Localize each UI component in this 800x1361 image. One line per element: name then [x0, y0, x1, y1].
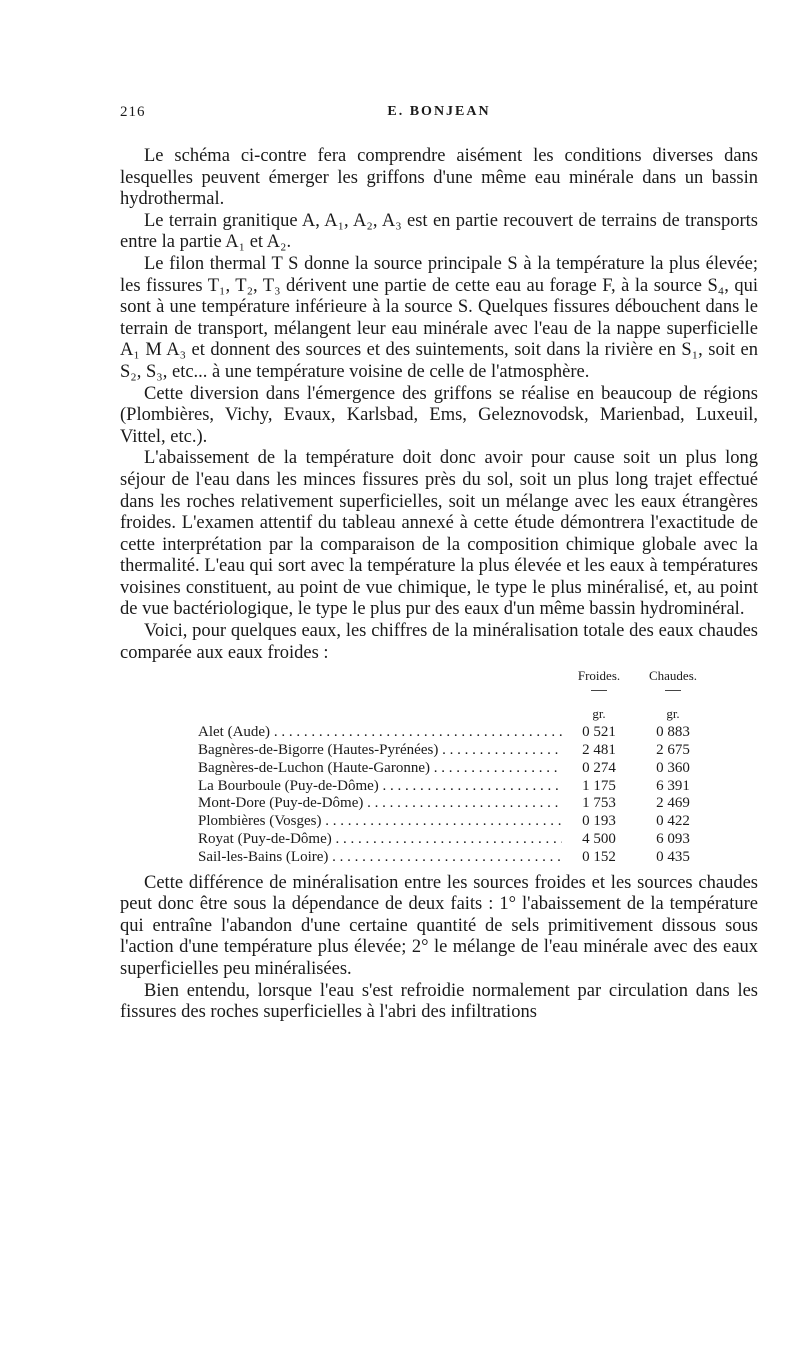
paragraph: Cette différence de minéralisation entre les sources froides et les sources chaudes peut donc être sous la dépendance de deux faits : 1° l'abaissement de la température qui entraîne l'abandon d'une certaine quantité de sels primitivement dissous sous l'action d'une température plus élevée; 2° le mélange de l'eau minérale avec des eaux superficielles peu minéralisées. [120, 872, 758, 979]
value-cold: 0 521 [582, 724, 616, 741]
page-number: 216 [120, 104, 146, 120]
table-row [198, 760, 710, 778]
value-hot: 6 093 [656, 831, 690, 848]
value-cold: 2 481 [582, 742, 616, 759]
running-head-author: E. BONJEAN [387, 104, 491, 119]
value-hot: 0 883 [656, 724, 690, 741]
value-cold: 1 175 [582, 777, 616, 794]
value-hot: 0 422 [656, 813, 690, 830]
spring-name: Bagnères-de-Luchon (Haute-Garonne) . . . [198, 760, 562, 778]
table-header [198, 668, 710, 706]
value-cold: 1 753 [582, 795, 616, 812]
value-cold: 0 274 [582, 759, 616, 776]
column-header-hot: Chaudes. [636, 668, 710, 706]
value-cold: 0 193 [582, 813, 616, 830]
spring-name: Sail-les-Bains (Loire) . . . [198, 849, 562, 867]
table-units [198, 706, 710, 724]
mineralisation-table [198, 668, 710, 866]
paragraph: Le schéma ci-contre fera comprendre aisément les conditions diverses dans lesquelles peuvent émerger les griffons d'une même eau minérale dans un bassin hydrothermal. [120, 146, 758, 210]
paragraph: Cette diversion dans l'émergence des griffons se réalise en beaucoup de régions (Plombières, Vichy, Evaux, Karlsbad, Ems, Geleznovodsk, Marienbad, Luxeuil, Vittel, etc.). [120, 383, 758, 447]
table-row [198, 813, 710, 831]
value-hot: 2 469 [656, 795, 690, 812]
table-row [198, 795, 710, 813]
value-cold: 4 500 [582, 831, 616, 848]
table-rows [198, 724, 710, 866]
spring-name: Bagnères-de-Bigorre (Hautes-Pyrénées) . . . [198, 742, 562, 760]
spring-name: Mont-Dore (Puy-de-Dôme) . . . [198, 795, 562, 813]
value-cold: 0 152 [582, 848, 616, 865]
table-row [198, 778, 710, 796]
spring-name: Plombières (Vosges) . . . [198, 813, 562, 831]
value-hot: 0 360 [656, 759, 690, 776]
value-hot: 6 391 [656, 777, 690, 794]
running-head [120, 104, 758, 128]
value-hot: 0 435 [656, 848, 690, 865]
table-row [198, 742, 710, 760]
paragraph: Le terrain granitique A, A₁, A₂, A₃ est en partie recouvert de terrains de transports entre la partie A₁ et A₂. [120, 210, 758, 253]
paragraph: L'abaissement de la température doit donc avoir pour cause soit un plus long séjour de l'eau dans les minces fissures près du sol, soit un plus long trajet effectué dans les roches relativement superficielles, soit un mélange avec les eaux étrangères froides. L'examen attentif du tableau annexé à cette étude démontrera l'exactitude de cette interprétation par la comparaison de la composition chimique globale avec la thermalité. L'eau qui sort avec la température la plus élevée et les eaux à températures voisines constituent, au point de vue chimique, le type le plus minéralisé, et, au point de vue bactériologique, le type le plus pur des eaux d'un même bassin hydrominéral. [120, 448, 758, 620]
text-body [120, 146, 758, 1024]
spring-name: Royat (Puy-de-Dôme) . . . [198, 831, 562, 849]
paragraph: Voici, pour quelques eaux, les chiffres de la minéralisation totale des eaux chaudes comparée aux eaux froides : [120, 621, 758, 663]
paragraph: Bien entendu, lorsque l'eau s'est refroidie normalement par circulation dans les fissures des roches superficielles à l'abri des infiltrations [120, 980, 758, 1023]
spring-name: La Bourboule (Puy-de-Dôme) . . . [198, 778, 562, 796]
table-row [198, 831, 710, 849]
value-hot: 2 675 [656, 742, 690, 759]
unit-cold: gr. [592, 706, 606, 722]
table-row [198, 849, 710, 867]
table-row [198, 724, 710, 742]
spring-name: Alet (Aude) . . . [198, 724, 562, 742]
unit-hot: gr. [666, 706, 680, 722]
column-header-cold: Froides. [562, 668, 636, 706]
paragraph: Le filon thermal T S donne la source principale S à la température la plus élevée; les fissures T₁, T₂, T₃ dérivent une partie de cette eau au forage F, à la source S₄, qui sont à une température inférieure à la source S. Quelques fissures débouchent dans le terrain de transport, mélangent leur eau minérale avec l'eau de la nappe superficielle A₁ M A₃ et donnent des sources et des suintements, soit dans la rivière en S₁, soit en S₂, S₃, etc... à une température voisine de celle de l'atmosphère. [120, 253, 758, 382]
